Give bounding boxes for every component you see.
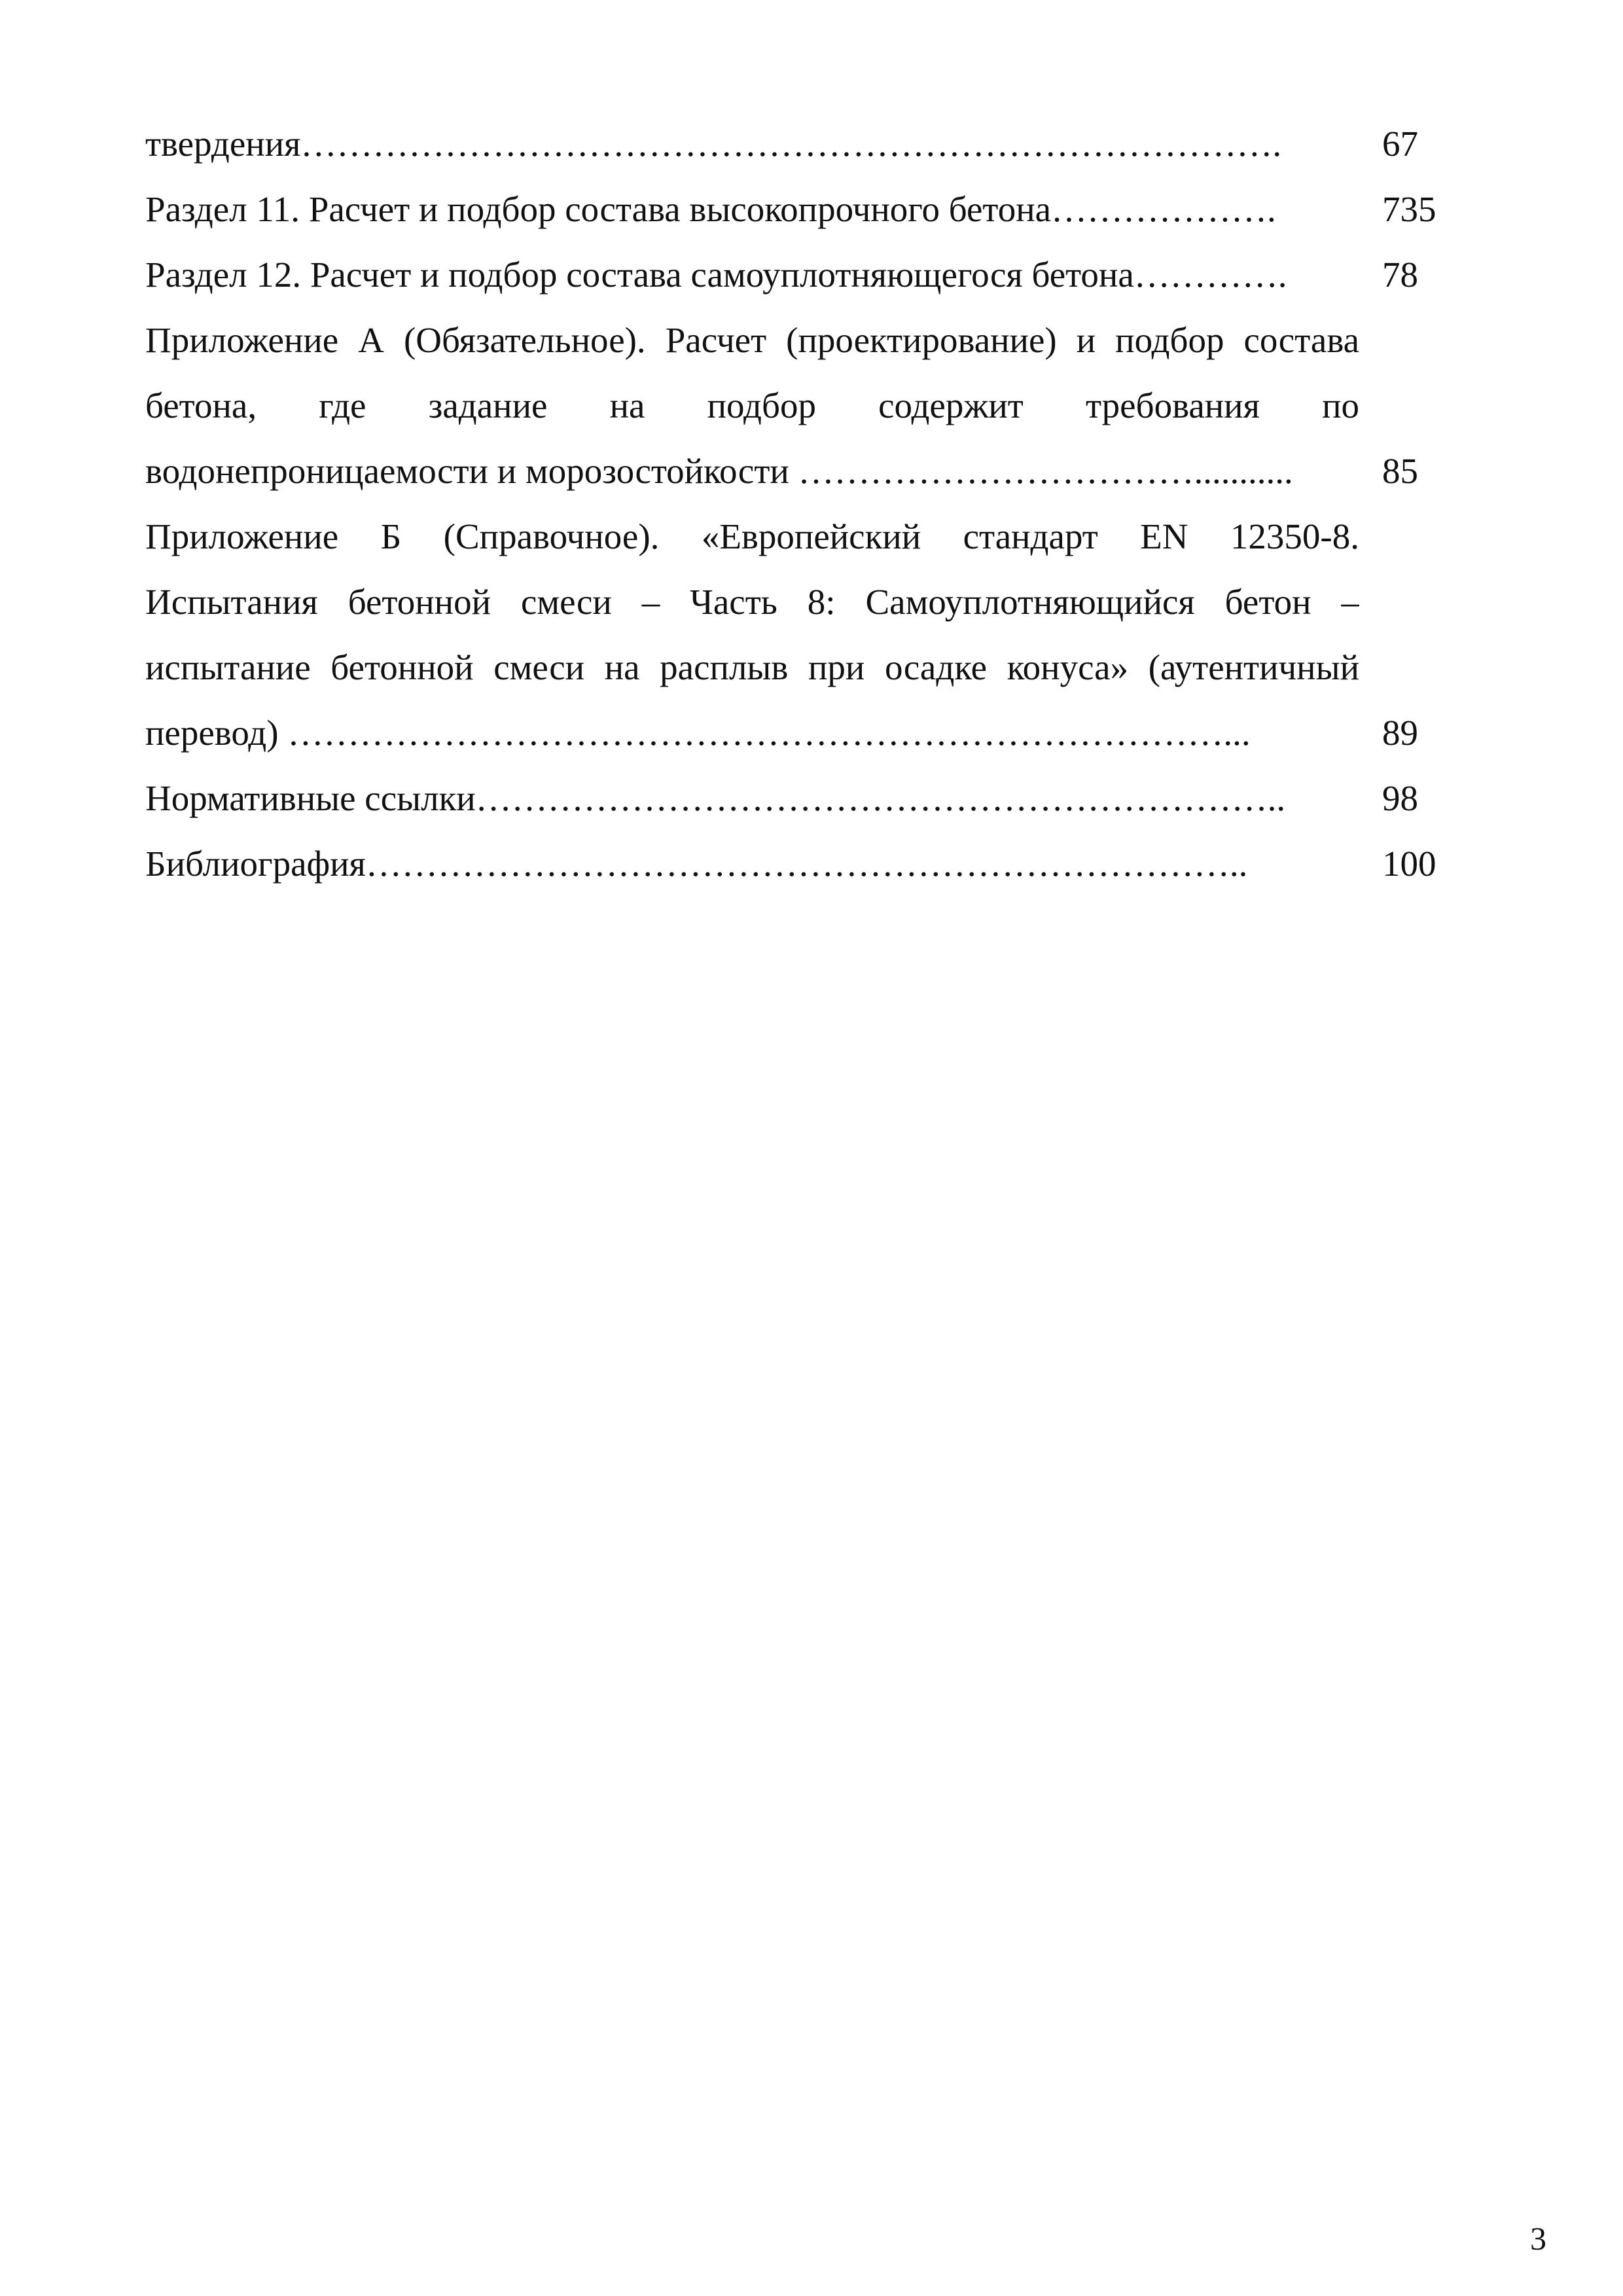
toc-entry-page: 735 xyxy=(1382,189,1436,229)
toc-entry xyxy=(145,504,1441,569)
toc-entry-page: 78 xyxy=(1382,255,1418,295)
toc-entry xyxy=(145,439,1441,504)
toc-entry xyxy=(145,766,1441,831)
toc-entry-text: Раздел 12. Расчет и подбор состава самоуплотняющегося бетона…………. xyxy=(145,255,1287,295)
toc-entry-text: бетона, где задание на подбор содержит требования по xyxy=(145,386,1359,425)
toc-entry xyxy=(145,177,1441,242)
toc-entry-text: Приложение А (Обязательное). Расчет (проектирование) и подбор состава xyxy=(145,320,1359,360)
toc-entry-page: 89 xyxy=(1382,713,1418,753)
toc-entry-text: перевод) ……………………………………………………………………... xyxy=(145,713,1251,753)
toc-entry-text: Раздел 11. Расчет и подбор состава высокопрочного бетона………………. xyxy=(145,189,1276,229)
toc-entry-text: Нормативные ссылки………………………………………………………….. xyxy=(145,778,1286,818)
toc-entry xyxy=(145,569,1441,635)
toc-entry xyxy=(145,635,1441,700)
toc-entry xyxy=(145,111,1441,177)
toc-entry xyxy=(145,700,1441,766)
toc-entry xyxy=(145,373,1441,439)
toc-entry-page: 100 xyxy=(1382,844,1436,884)
toc-entry-page: 67 xyxy=(1382,124,1418,164)
toc-entry-text: твердения………………………………………………………………………. xyxy=(145,124,1282,164)
toc-entry-text: Приложение Б (Справочное). «Европейский стандарт EN 12350-8. xyxy=(145,516,1359,556)
toc-entry-text: испытание бетонной смеси на расплыв при осадке конуса» (аутентичный xyxy=(145,647,1359,687)
toc-entry-page: 85 xyxy=(1382,451,1418,491)
toc-entry-text: Испытания бетонной смеси – Часть 8: Самоуплотняющийся бетон – xyxy=(145,582,1359,622)
toc-entry-text: Библиография……………………………………………………………….. xyxy=(145,844,1248,884)
toc-entry xyxy=(145,242,1441,308)
table-of-contents xyxy=(145,111,1441,897)
toc-entry-page: 98 xyxy=(1382,778,1418,818)
toc-entry xyxy=(145,831,1441,897)
toc-entry xyxy=(145,308,1441,373)
toc-entry-text: водонепроницаемости и морозостойкости ……………………………........... xyxy=(145,451,1293,491)
page-number: 3 xyxy=(1530,2220,1546,2257)
